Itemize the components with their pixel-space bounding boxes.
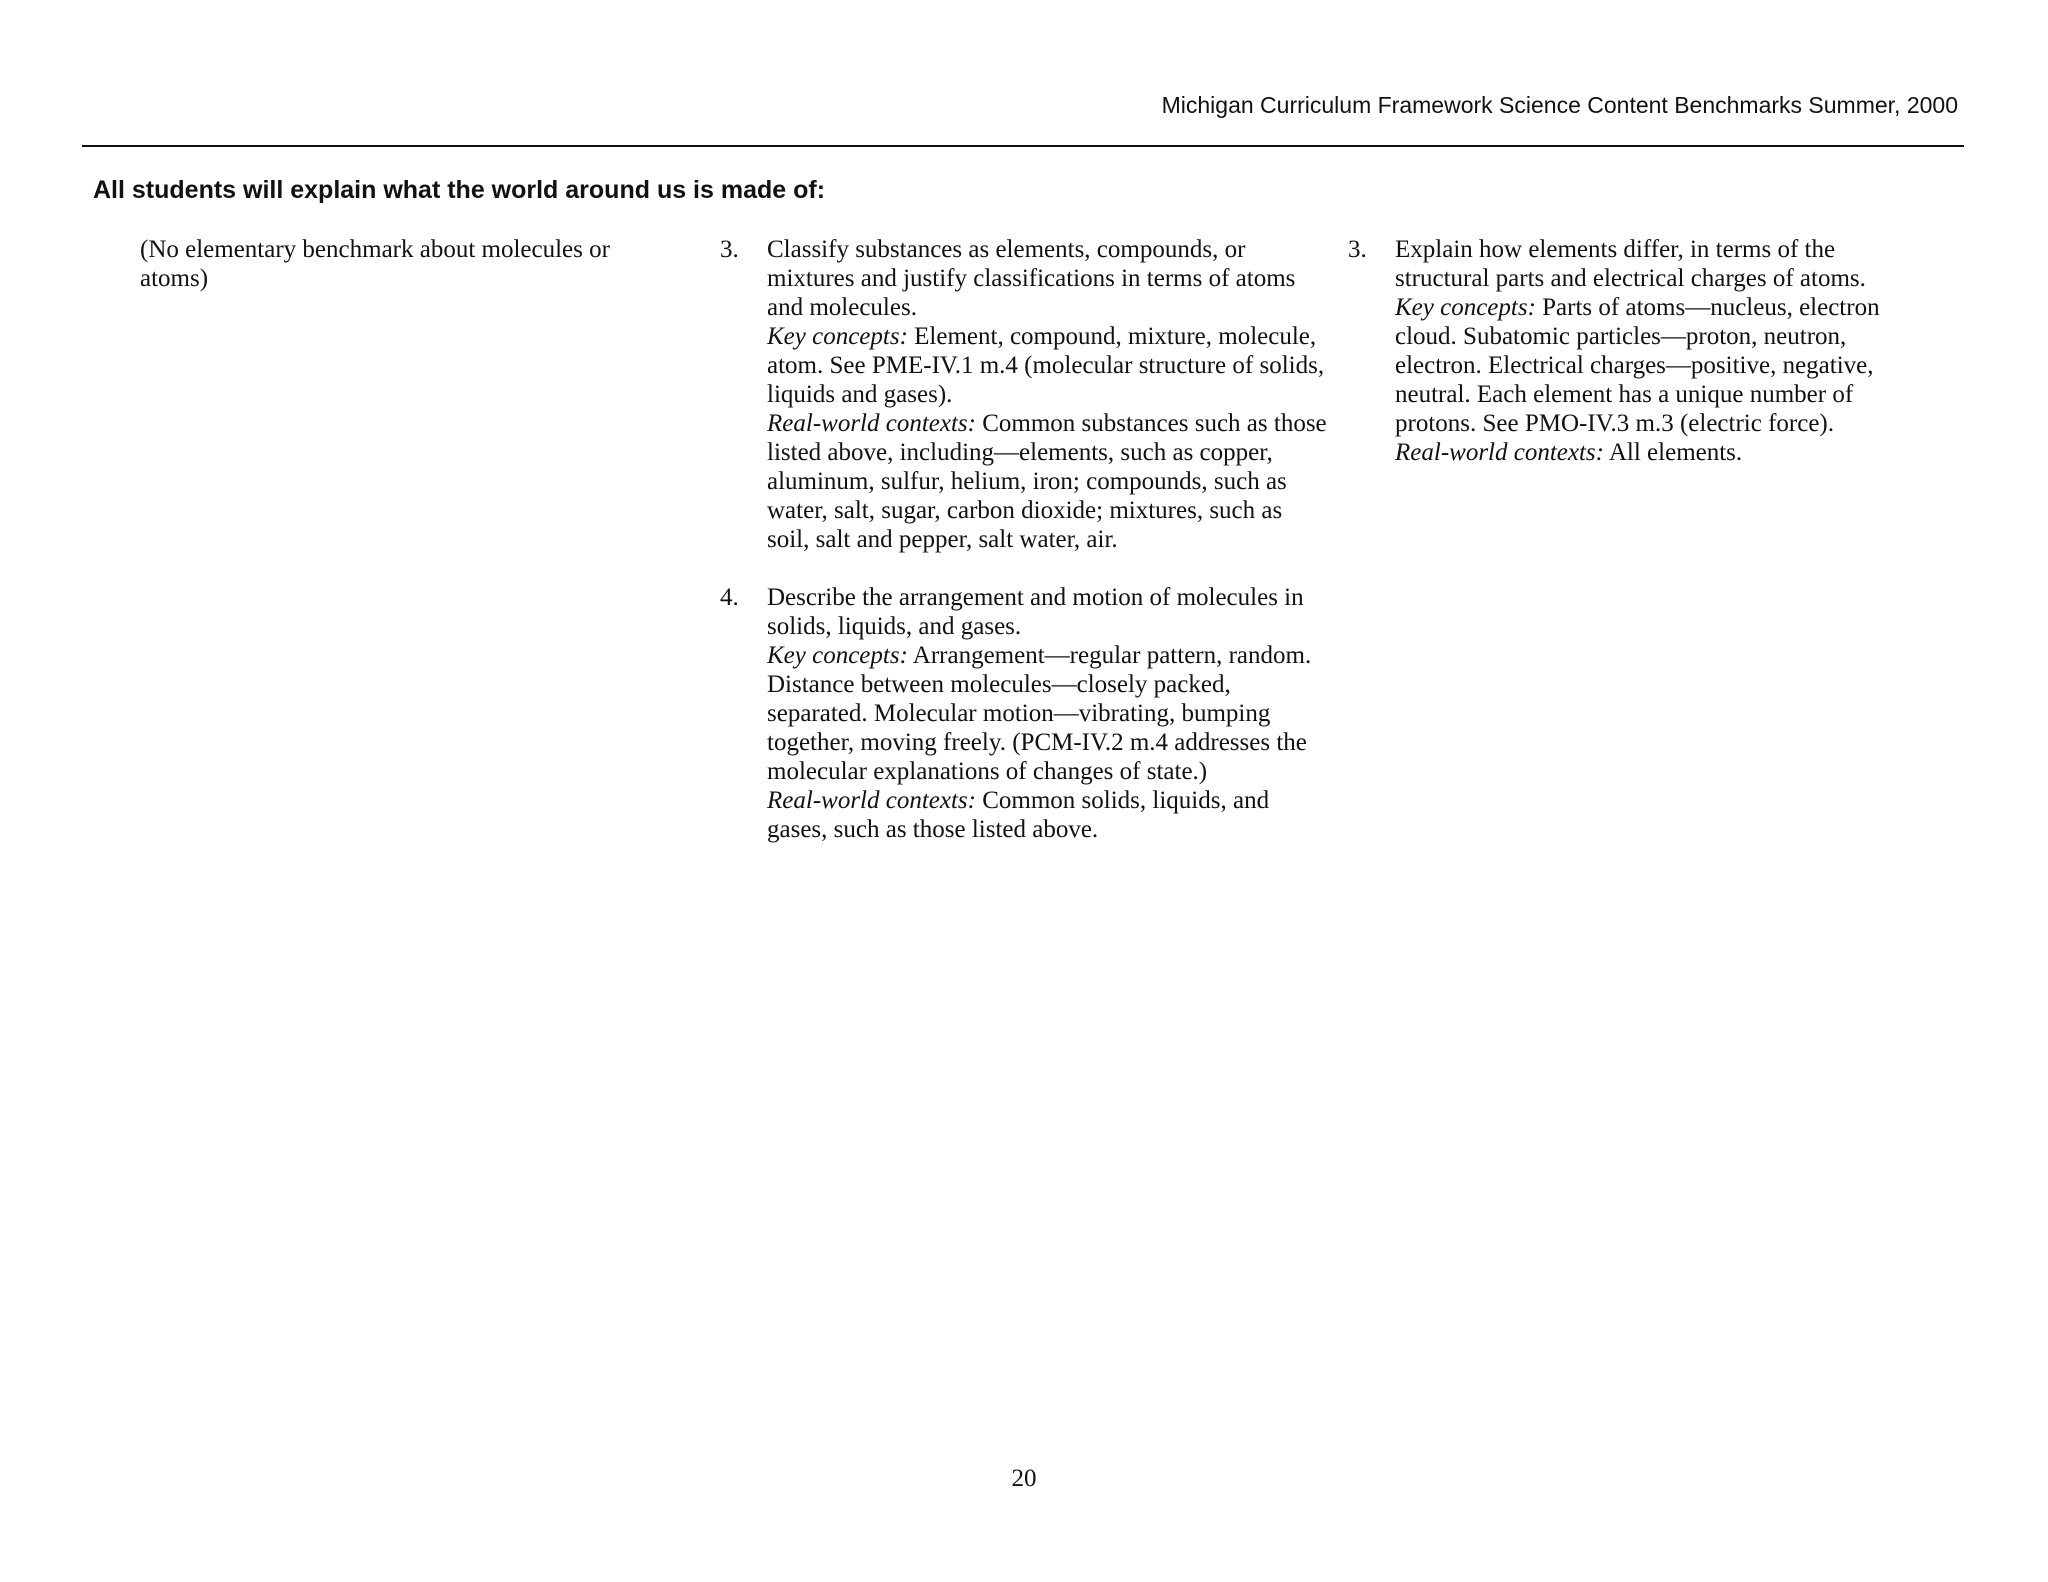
- key-concepts-text: Element, compound, mixture, molecule, atom. See PME-IV.1 m.4 (molecular structure of solids, liquids and gases).: [767, 323, 1325, 408]
- middle-school-column: [720, 235, 1330, 844]
- contexts-label: Real-world contexts:: [767, 410, 976, 437]
- key-concepts-text: Arrangement—regular pattern, random. Distance between molecules—closely packed, separated. Molecular motion—vibrating, bumping together, moving freely. (PCM-IV.2 m.4 addresses the molecular explanations of changes of state.): [767, 642, 1312, 785]
- real-world-contexts: [1395, 438, 1908, 467]
- benchmark-number: 4.: [720, 584, 739, 611]
- contexts-text: All elements.: [1603, 439, 1743, 466]
- benchmark-statement: Explain how elements differ, in terms of the structural parts and electrical charges of atoms.: [1395, 236, 1866, 292]
- key-concepts: [767, 322, 1330, 409]
- key-concepts: [767, 641, 1330, 786]
- real-world-contexts: [767, 786, 1330, 844]
- key-concepts-text: Parts of atoms—nucleus, electron cloud. Subatomic particles—proton, neutron, electron. Electrical charges—positive, negative, neutral. Each element has a unique number of protons. See PMO-IV.3 m.3 (electric force).: [1395, 294, 1880, 437]
- benchmark-number: 3.: [720, 236, 739, 263]
- running-header: Michigan Curriculum Framework Science Content Benchmarks Summer, 2000: [1161, 92, 1958, 118]
- benchmark-statement: Classify substances as elements, compounds, or mixtures and justify classifications in terms of atoms and molecules.: [767, 236, 1296, 321]
- header-rule: [82, 145, 1964, 147]
- real-world-contexts: [767, 409, 1330, 554]
- benchmark-item: [1348, 235, 1908, 467]
- elementary-column: [140, 235, 660, 293]
- contexts-text: Common substances such as those listed above, including—elements, such as copper, aluminum, sulfur, helium, iron; compounds, such as water, salt, sugar, carbon dioxide; mixtures, such as soil, salt and pepper, salt water, air.: [767, 410, 1327, 553]
- section-heading: All students will explain what the world around us is made of:: [93, 176, 826, 204]
- key-concepts-label: Key concepts:: [767, 323, 908, 350]
- contexts-label: Real-world contexts:: [767, 787, 976, 814]
- elementary-note: (No elementary benchmark about molecules or atoms): [140, 236, 610, 292]
- key-concepts: [1395, 293, 1908, 438]
- key-concepts-label: Key concepts:: [1395, 294, 1536, 321]
- benchmark-item: [720, 583, 1330, 844]
- contexts-label: Real-world contexts:: [1395, 439, 1604, 466]
- benchmark-statement: Describe the arrangement and motion of molecules in solids, liquids, and gases.: [767, 584, 1304, 640]
- page-number: 20: [1011, 1465, 1037, 1492]
- contexts-text: Common solids, liquids, and gases, such as those listed above.: [767, 787, 1270, 843]
- benchmark-item: [720, 235, 1330, 554]
- key-concepts-label: Key concepts:: [767, 642, 908, 669]
- benchmark-number: 3.: [1348, 236, 1367, 263]
- high-school-column: [1348, 235, 1908, 467]
